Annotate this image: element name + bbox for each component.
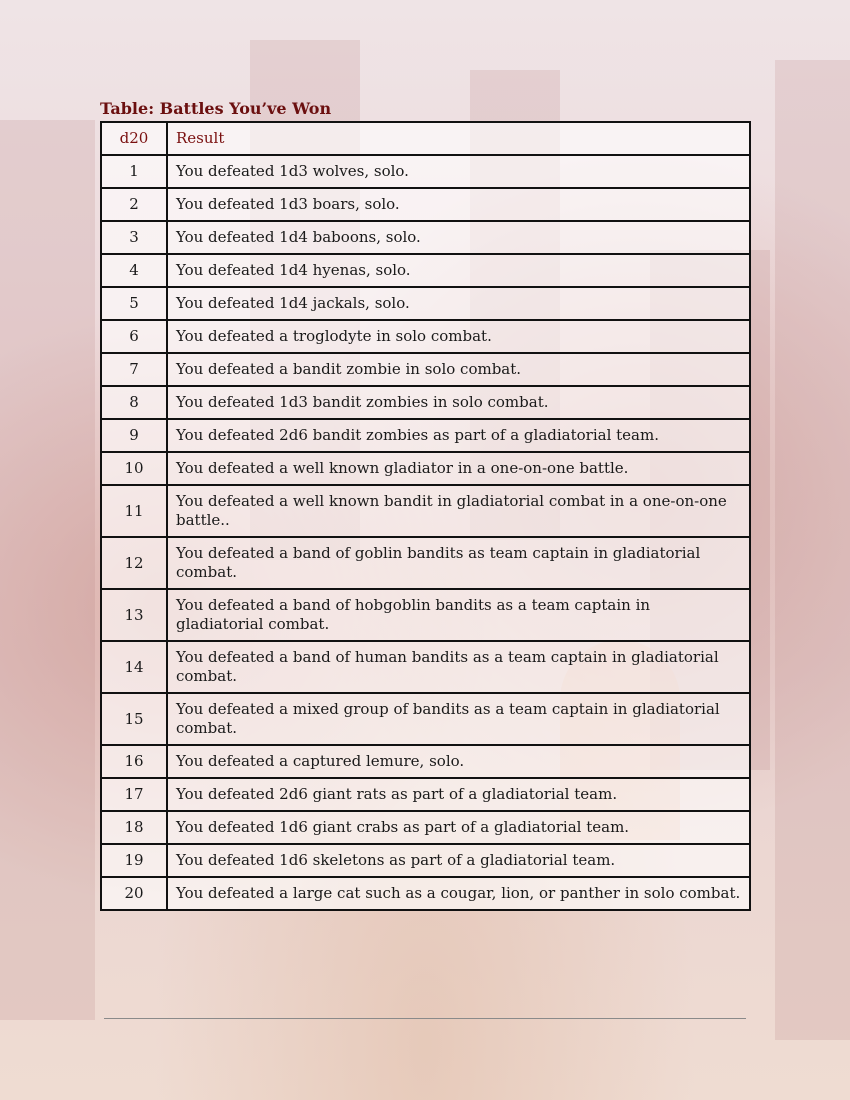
result-cell: You defeated 1d6 skeletons as part of a gladiatorial team. — [167, 844, 750, 877]
table-row — [101, 693, 750, 745]
roll-cell: 2 — [101, 188, 167, 221]
table-row — [101, 745, 750, 778]
roll-cell: 10 — [101, 452, 167, 485]
battles-table-container — [100, 121, 751, 911]
table-row — [101, 188, 750, 221]
result-cell: You defeated 1d4 baboons, solo. — [167, 221, 750, 254]
roll-cell: 14 — [101, 641, 167, 693]
result-cell: You defeated 2d6 bandit zombies as part of a gladiatorial team. — [167, 419, 750, 452]
result-cell: You defeated 1d4 jackals, solo. — [167, 287, 750, 320]
result-cell: You defeated a bandit zombie in solo combat. — [167, 353, 750, 386]
roll-cell: 13 — [101, 589, 167, 641]
roll-cell: 19 — [101, 844, 167, 877]
result-cell: You defeated a band of human bandits as a team captain in gladiatorial combat. — [167, 641, 750, 693]
result-cell: You defeated a band of goblin bandits as team captain in gladiatorial combat. — [167, 537, 750, 589]
roll-cell: 11 — [101, 485, 167, 537]
roll-cell: 6 — [101, 320, 167, 353]
header-result: Result — [167, 122, 750, 155]
roll-cell: 9 — [101, 419, 167, 452]
table-row — [101, 877, 750, 910]
result-cell: You defeated a well known bandit in gladiatorial combat in a one-on-one battle.. — [167, 485, 750, 537]
footer-divider — [104, 1018, 746, 1019]
background-tower — [775, 60, 850, 1040]
table-row — [101, 419, 750, 452]
result-cell: You defeated 1d3 bandit zombies in solo combat. — [167, 386, 750, 419]
result-cell: You defeated 1d3 wolves, solo. — [167, 155, 750, 188]
table-row — [101, 641, 750, 693]
roll-cell: 16 — [101, 745, 167, 778]
roll-cell: 4 — [101, 254, 167, 287]
result-cell: You defeated a well known gladiator in a one-on-one battle. — [167, 452, 750, 485]
background-tower — [0, 120, 95, 1020]
table-row — [101, 452, 750, 485]
result-cell: You defeated 1d4 hyenas, solo. — [167, 254, 750, 287]
result-cell: You defeated a troglodyte in solo combat. — [167, 320, 750, 353]
table-row — [101, 485, 750, 537]
table-title: Table: Battles You’ve Won — [100, 99, 332, 118]
result-cell: You defeated 1d6 giant crabs as part of a gladiatorial team. — [167, 811, 750, 844]
result-cell: You defeated a large cat such as a cougar, lion, or panther in solo combat. — [167, 877, 750, 910]
table-row — [101, 844, 750, 877]
result-cell: You defeated 2d6 giant rats as part of a gladiatorial team. — [167, 778, 750, 811]
table-row — [101, 254, 750, 287]
table-row — [101, 778, 750, 811]
table-row — [101, 386, 750, 419]
table-row — [101, 353, 750, 386]
table-row — [101, 221, 750, 254]
roll-cell: 5 — [101, 287, 167, 320]
roll-cell: 3 — [101, 221, 167, 254]
roll-cell: 20 — [101, 877, 167, 910]
table-row — [101, 155, 750, 188]
battles-table — [100, 121, 751, 911]
result-cell: You defeated a band of hobgoblin bandits as a team captain in gladiatorial combat. — [167, 589, 750, 641]
roll-cell: 12 — [101, 537, 167, 589]
roll-cell: 15 — [101, 693, 167, 745]
roll-cell: 8 — [101, 386, 167, 419]
roll-cell: 17 — [101, 778, 167, 811]
table-row — [101, 287, 750, 320]
result-cell: You defeated a captured lemure, solo. — [167, 745, 750, 778]
result-cell: You defeated 1d3 boars, solo. — [167, 188, 750, 221]
table-row — [101, 537, 750, 589]
roll-cell: 1 — [101, 155, 167, 188]
table-header-row — [101, 122, 750, 155]
roll-cell: 18 — [101, 811, 167, 844]
roll-cell: 7 — [101, 353, 167, 386]
table-row — [101, 320, 750, 353]
result-cell: You defeated a mixed group of bandits as a team captain in gladiatorial combat. — [167, 693, 750, 745]
table-row — [101, 589, 750, 641]
table-row — [101, 811, 750, 844]
header-d20: d20 — [101, 122, 167, 155]
